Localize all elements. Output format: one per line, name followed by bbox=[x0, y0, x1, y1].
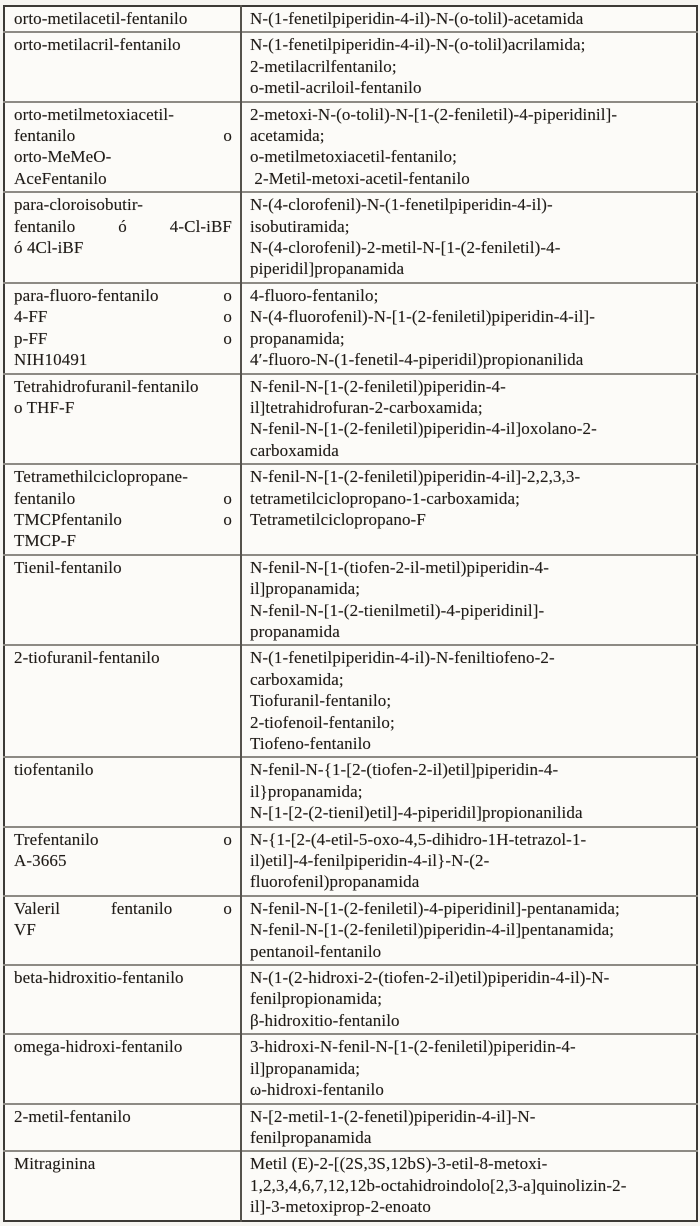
text-line: il]propanamida; bbox=[250, 1058, 361, 1078]
chemical-name-cell bbox=[241, 6, 697, 32]
text-token: Trefentanilo bbox=[14, 829, 99, 849]
justified-text-line bbox=[14, 216, 232, 237]
table-row bbox=[4, 283, 697, 374]
text-line: 2-metil-fentanilo bbox=[14, 1106, 131, 1126]
text-line: orto-metilacril-fentanilo bbox=[14, 35, 181, 55]
text-line: N-fenil-N-[1-(2-feniletil)piperidin-4-il]oxolano-2- bbox=[250, 419, 597, 439]
chemical-name-cell bbox=[241, 374, 697, 465]
text-line: 3-hidroxi-N-fenil-N-[1-(2-feniletil)piperidin-4- bbox=[250, 1037, 576, 1057]
chemical-name-cell bbox=[241, 827, 697, 896]
text-line: N-(1-fenetilpiperidin-4-il)-N-(o-tolil)acrilamida; bbox=[250, 35, 586, 55]
justified-text-line bbox=[14, 285, 232, 306]
text-line: N-fenil-N-[1-(2-feniletil)piperidin-4- bbox=[250, 376, 506, 396]
text-line: Metil (E)-2-[(2S,3S,12bS)-3-etil-8-metoxi- bbox=[250, 1154, 548, 1174]
text-line: Tiofuranil-fentanilo; bbox=[250, 691, 392, 711]
text-line: propanamida bbox=[250, 621, 340, 641]
common-name-cell bbox=[4, 6, 241, 32]
justified-text-line bbox=[14, 829, 232, 850]
common-name-cell bbox=[4, 374, 241, 465]
text-line: acetamida; bbox=[250, 126, 325, 146]
text-line: carboxamida bbox=[250, 440, 339, 460]
text-line: N-(4-fluorofenil)-N-[1-(2-feniletil)piperidin-4-il]- bbox=[250, 307, 596, 327]
text-line: 1,2,3,4,6,7,12,12b-octahidroindolo[2,3-a]quinolizin-2- bbox=[250, 1175, 627, 1195]
table-row bbox=[4, 464, 697, 555]
table-row bbox=[4, 896, 697, 965]
common-name-cell bbox=[4, 1034, 241, 1103]
text-line: β-hidroxitio-fentanilo bbox=[250, 1010, 400, 1030]
scanned-document-page bbox=[3, 5, 698, 1222]
chemical-name-cell bbox=[241, 464, 697, 555]
table-row bbox=[4, 965, 697, 1034]
text-line: il]propanamida; bbox=[250, 579, 361, 599]
text-token: para-fluoro-fentanilo bbox=[14, 285, 159, 305]
text-line: Mitraginina bbox=[14, 1154, 96, 1174]
common-name-cell bbox=[4, 827, 241, 896]
chemical-name-cell bbox=[241, 1034, 697, 1103]
text-line: N-(1-fenetilpiperidin-4-il)-N-(o-tolil)-acetamida bbox=[250, 9, 584, 28]
text-line: carboxamida; bbox=[250, 669, 344, 689]
text-token: o bbox=[223, 898, 232, 918]
chemical-name-cell bbox=[241, 555, 697, 646]
substance-table bbox=[3, 5, 698, 1222]
text-line: VF bbox=[14, 920, 36, 940]
common-name-cell bbox=[4, 464, 241, 555]
common-name-cell bbox=[4, 32, 241, 101]
chemical-name-cell bbox=[241, 192, 697, 283]
text-line: N-fenil-N-[1-(tiofen-2-il-metil)piperidin-4- bbox=[250, 557, 549, 577]
text-line: 2-tiofenoil-fentanilo; bbox=[250, 712, 395, 732]
text-line: NIH10491 bbox=[14, 350, 88, 370]
chemical-name-cell bbox=[241, 757, 697, 826]
common-name-cell bbox=[4, 757, 241, 826]
text-token: 4-Cl-iBF bbox=[169, 216, 232, 236]
text-line: N-(1-fenetilpiperidin-4-il)-N-feniltiofeno-2- bbox=[250, 648, 555, 668]
text-token: Valeril bbox=[14, 898, 61, 918]
text-token: o bbox=[223, 328, 232, 348]
table-row bbox=[4, 1034, 697, 1103]
text-token: ó bbox=[118, 216, 127, 236]
text-line: ó 4Cl-iBF bbox=[14, 238, 84, 258]
text-line: o THF-F bbox=[14, 397, 75, 417]
text-token: o bbox=[223, 488, 232, 508]
text-token: o bbox=[223, 126, 232, 146]
chemical-name-cell bbox=[241, 1104, 697, 1152]
common-name-cell bbox=[4, 192, 241, 283]
text-line: N-(4-clorofenil)-2-metil-N-[1-(2-feniletil)-4- bbox=[250, 238, 561, 258]
table-row bbox=[4, 645, 697, 757]
text-line: 2-tiofuranil-fentanilo bbox=[14, 648, 160, 668]
common-name-cell bbox=[4, 283, 241, 374]
text-line: N-fenil-N-[1-(2-tienilmetil)-4-piperidinil]- bbox=[250, 600, 545, 620]
text-token: 4-FF bbox=[14, 307, 48, 327]
text-line: o-metilmetoxiacetil-fentanilo; bbox=[250, 147, 457, 167]
table-row bbox=[4, 192, 697, 283]
justified-text-line bbox=[14, 509, 232, 530]
text-line: orto-MeMeO- bbox=[14, 147, 112, 167]
text-line: propanamida; bbox=[250, 328, 345, 348]
chemical-name-cell bbox=[241, 102, 697, 193]
chemical-name-cell bbox=[241, 645, 697, 757]
justified-text-line bbox=[14, 898, 232, 919]
text-token: o bbox=[223, 285, 232, 305]
table-row bbox=[4, 555, 697, 646]
justified-text-line bbox=[14, 328, 232, 349]
table-row bbox=[4, 102, 697, 193]
text-token: fentanilo bbox=[111, 898, 173, 918]
text-line: N-(1-(2-hidroxi-2-(tiofen-2-il)etil)piperidin-4-il)-N- bbox=[250, 968, 610, 988]
text-line: pentanoil-fentanilo bbox=[250, 941, 382, 961]
text-token: TMCPfentanilo bbox=[14, 509, 123, 529]
text-line: piperidil]propanamida bbox=[250, 259, 405, 279]
common-name-cell bbox=[4, 896, 241, 965]
text-line: orto-metilmetoxiacetil- bbox=[14, 104, 174, 124]
text-line: il}propanamida; bbox=[250, 781, 363, 801]
text-line: TMCP-F bbox=[14, 531, 77, 551]
text-token: o bbox=[223, 829, 232, 849]
justified-text-line bbox=[14, 306, 232, 327]
table-row bbox=[4, 1151, 697, 1220]
text-line: o-metil-acriloil-fentanilo bbox=[250, 78, 422, 98]
text-line: N-{1-[2-(4-etil-5-oxo-4,5-dihidro-1H-tetrazol-1- bbox=[250, 829, 587, 849]
text-token: fentanilo bbox=[14, 126, 76, 146]
text-token: fentanilo bbox=[14, 488, 76, 508]
text-line: ω-hidroxi-fentanilo bbox=[250, 1080, 384, 1100]
text-line: tetrametilciclopropano-1-carboxamida; bbox=[250, 488, 520, 508]
text-line: Tiofeno-fentanilo bbox=[250, 734, 371, 753]
common-name-cell bbox=[4, 965, 241, 1034]
text-line: omega-hidroxi-fentanilo bbox=[14, 1037, 183, 1057]
text-line: 2-metoxi-N-(o-tolil)-N-[1-(2-feniletil)-4-piperidinil]- bbox=[250, 104, 618, 124]
chemical-name-cell bbox=[241, 1151, 697, 1220]
text-line: N-fenil-N-[1-(2-feniletil)piperidin-4-il]pentanamida; bbox=[250, 920, 615, 940]
text-line: N-(4-clorofenil)-N-(1-fenetilpiperidin-4-il)- bbox=[250, 195, 553, 215]
text-line: N-fenil-N-{1-[2-(tiofen-2-il)etil]piperidin-4- bbox=[250, 760, 559, 780]
table-row bbox=[4, 6, 697, 32]
text-line: Tetramethilciclopropane- bbox=[14, 467, 188, 487]
table-row bbox=[4, 1104, 697, 1152]
common-name-cell bbox=[4, 1104, 241, 1152]
text-line: beta-hidroxitio-fentanilo bbox=[14, 968, 184, 988]
text-line: fluorofenil)propanamida bbox=[250, 872, 420, 892]
text-line: N-[2-metil-1-(2-fenetil)piperidin-4-il]-N- bbox=[250, 1106, 536, 1126]
table-row bbox=[4, 757, 697, 826]
chemical-name-cell bbox=[241, 32, 697, 101]
text-token: o bbox=[223, 307, 232, 327]
text-line: il]tetrahidrofuran-2-carboxamida; bbox=[250, 397, 483, 417]
common-name-cell bbox=[4, 555, 241, 646]
text-line: orto-metilacetil-fentanilo bbox=[14, 9, 188, 28]
chemical-name-cell bbox=[241, 965, 697, 1034]
text-line: fenilpropionamida; bbox=[250, 989, 383, 1009]
text-line: fenilpropanamida bbox=[250, 1127, 372, 1147]
justified-text-line bbox=[14, 488, 232, 509]
text-line: isobutiramida; bbox=[250, 216, 350, 236]
text-line: AceFentanilo bbox=[14, 168, 107, 188]
text-line: 4-fluoro-fentanilo; bbox=[250, 285, 379, 305]
text-line: 2-metilacrilfentanilo; bbox=[250, 56, 397, 76]
common-name-cell bbox=[4, 645, 241, 757]
text-token: fentanilo bbox=[14, 216, 76, 236]
text-line: N-[1-[2-(2-tienil)etil]-4-piperidil]propionanilida bbox=[250, 803, 583, 823]
text-line: 2-Metil-metoxi-acetil-fentanilo bbox=[250, 168, 470, 188]
common-name-cell bbox=[4, 102, 241, 193]
table-row bbox=[4, 827, 697, 896]
text-token: p-FF bbox=[14, 328, 48, 348]
text-line: para-cloroisobutir- bbox=[14, 195, 144, 215]
justified-text-line bbox=[14, 125, 232, 146]
text-line: Tienil-fentanilo bbox=[14, 557, 122, 577]
text-line: Tetrametilciclopropano-F bbox=[250, 509, 426, 529]
text-line: tiofentanilo bbox=[14, 760, 94, 780]
text-line: 4′-fluoro-N-(1-fenetil-4-piperidil)propionanilida bbox=[250, 350, 584, 370]
text-token: o bbox=[223, 509, 232, 529]
text-line: il)etil]-4-fenilpiperidin-4-il}-N-(2- bbox=[250, 851, 490, 871]
text-line: Tetrahidrofuranil-fentanilo bbox=[14, 376, 199, 396]
text-line: N-fenil-N-[1-(2-feniletil)-4-piperidinil]-pentanamida; bbox=[250, 898, 620, 918]
table-row bbox=[4, 374, 697, 465]
common-name-cell bbox=[4, 1151, 241, 1220]
text-line: N-fenil-N-[1-(2-feniletil)piperidin-4-il]-2,2,3,3- bbox=[250, 467, 581, 487]
chemical-name-cell bbox=[241, 283, 697, 374]
text-line: il]-3-metoxiprop-2-enoato bbox=[250, 1197, 431, 1217]
table-row bbox=[4, 32, 697, 101]
chemical-name-cell bbox=[241, 896, 697, 965]
text-line: A-3665 bbox=[14, 851, 67, 871]
substance-table-body bbox=[4, 6, 697, 1221]
